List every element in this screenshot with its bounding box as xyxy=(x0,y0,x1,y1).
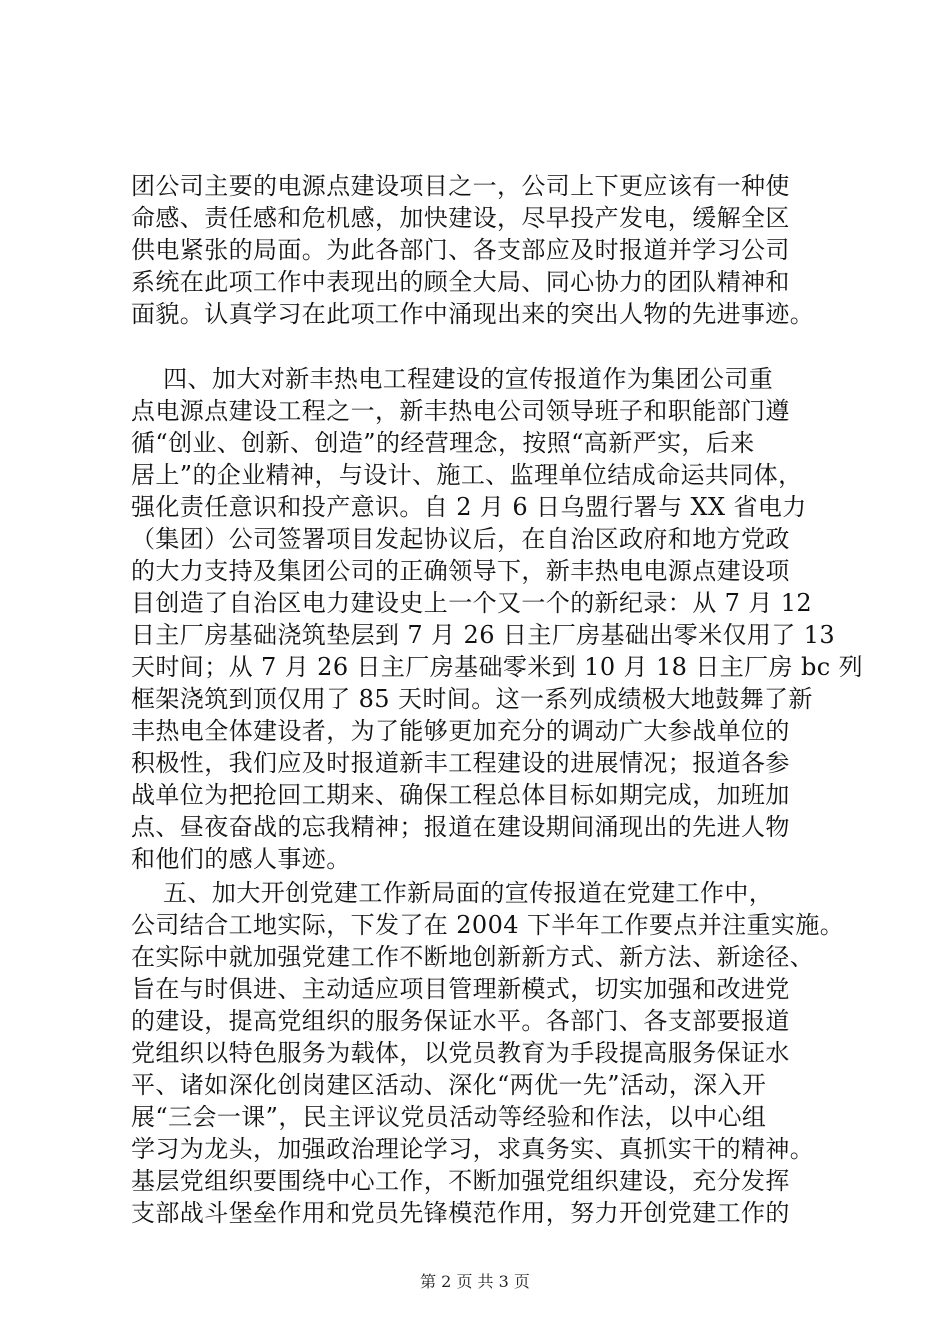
page-number-footer: 第 2 页 共 3 页 xyxy=(420,1272,530,1291)
text-line: 系统在此项工作中表现出的顾全大局、同心协力的团队精神和 xyxy=(131,268,790,296)
text-line: 四、加大对新丰热电工程建设的宣传报道作为集团公司重 xyxy=(131,365,774,393)
text-line: 旨在与时俱进、主动适应项目管理新模式，切实加强和改进党 xyxy=(131,975,790,1003)
text-line: 党组织以特色服务为载体，以党员教育为手段提高服务保证水 xyxy=(131,1039,790,1067)
text-line: 五、加大开创党建工作新局面的宣传报道在党建工作中， xyxy=(131,879,774,907)
text-line: 框架浇筑到顶仅用了 85 天时间。这一系列成绩极大地鼓舞了新 xyxy=(131,685,813,713)
text-line: 基层党组织要围绕中心工作，不断加强党组织建设，充分发挥 xyxy=(131,1167,790,1195)
text-line: 积极性，我们应及时报道新丰工程建设的进展情况；报道各参 xyxy=(131,749,790,777)
text-line: 目创造了自治区电力建设史上一个又一个的新纪录：从 7 月 12 xyxy=(131,589,813,617)
text-line: 团公司主要的电源点建设项目之一，公司上下更应该有一种使 xyxy=(131,172,790,200)
text-line: 供电紧张的局面。为此各部门、各支部应及时报道并学习公司 xyxy=(131,236,790,264)
text-line: 在实际中就加强党建工作不断地创新新方式、新方法、新途径、 xyxy=(131,943,815,971)
text-line: 和他们的感人事迹。 xyxy=(131,845,351,873)
text-line: 学习为龙头，加强政治理论学习，求真务实、真抓实干的精神。 xyxy=(131,1135,815,1163)
text-line: 居上”的企业精神，与设计、施工、监理单位结成命运共同体， xyxy=(131,461,803,489)
text-line: 循“创业、创新、创造”的经营理念，按照“高新严实，后来 xyxy=(131,429,755,457)
text-line: 平、诸如深化创岗建区活动、深化“两优一先”活动，深入开 xyxy=(131,1071,767,1099)
text-line: 天时间；从 7 月 26 日主厂房基础零米到 10 月 18 日主厂房 bc 列 xyxy=(131,653,863,681)
text-line: 支部战斗堡垒作用和党员先锋模范作用，努力开创党建工作的 xyxy=(131,1199,790,1227)
text-line: 面貌。认真学习在此项工作中涌现出来的突出人物的先进事迹。 xyxy=(131,300,815,328)
text-line: 的大力支持及集团公司的正确领导下，新丰热电电源点建设项 xyxy=(131,557,790,585)
text-line: 战单位为把抢回工期来、确保工程总体目标如期完成，加班加 xyxy=(131,781,790,809)
text-line: 展“三会一课”，民主评议党员活动等经验和作法，以中心组 xyxy=(131,1103,767,1131)
text-line: 命感、责任感和危机感，加快建设，尽早投产发电，缓解全区 xyxy=(131,204,790,232)
text-line: 点电源点建设工程之一，新丰热电公司领导班子和职能部门遵 xyxy=(131,397,790,425)
text-line: 强化责任意识和投产意识。自 2 月 6 日乌盟行署与 XX 省电力 xyxy=(131,493,807,521)
text-line: 日主厂房基础浇筑垫层到 7 月 26 日主厂房基础出零米仅用了 13 xyxy=(131,621,836,649)
text-line: 点、昼夜奋战的忘我精神；报道在建设期间涌现出的先进人物 xyxy=(131,813,790,841)
text-line: 丰热电全体建设者，为了能够更加充分的调动广大参战单位的 xyxy=(131,717,790,745)
text-line: 公司结合工地实际，下发了在 2004 下半年工作要点并注重实施。 xyxy=(131,911,845,939)
text-line: （集团）公司签署项目发起协议后，在自治区政府和地方党政 xyxy=(131,525,790,553)
text-line: 的建设，提高党组织的服务保证水平。各部门、各支部要报道 xyxy=(131,1007,790,1035)
